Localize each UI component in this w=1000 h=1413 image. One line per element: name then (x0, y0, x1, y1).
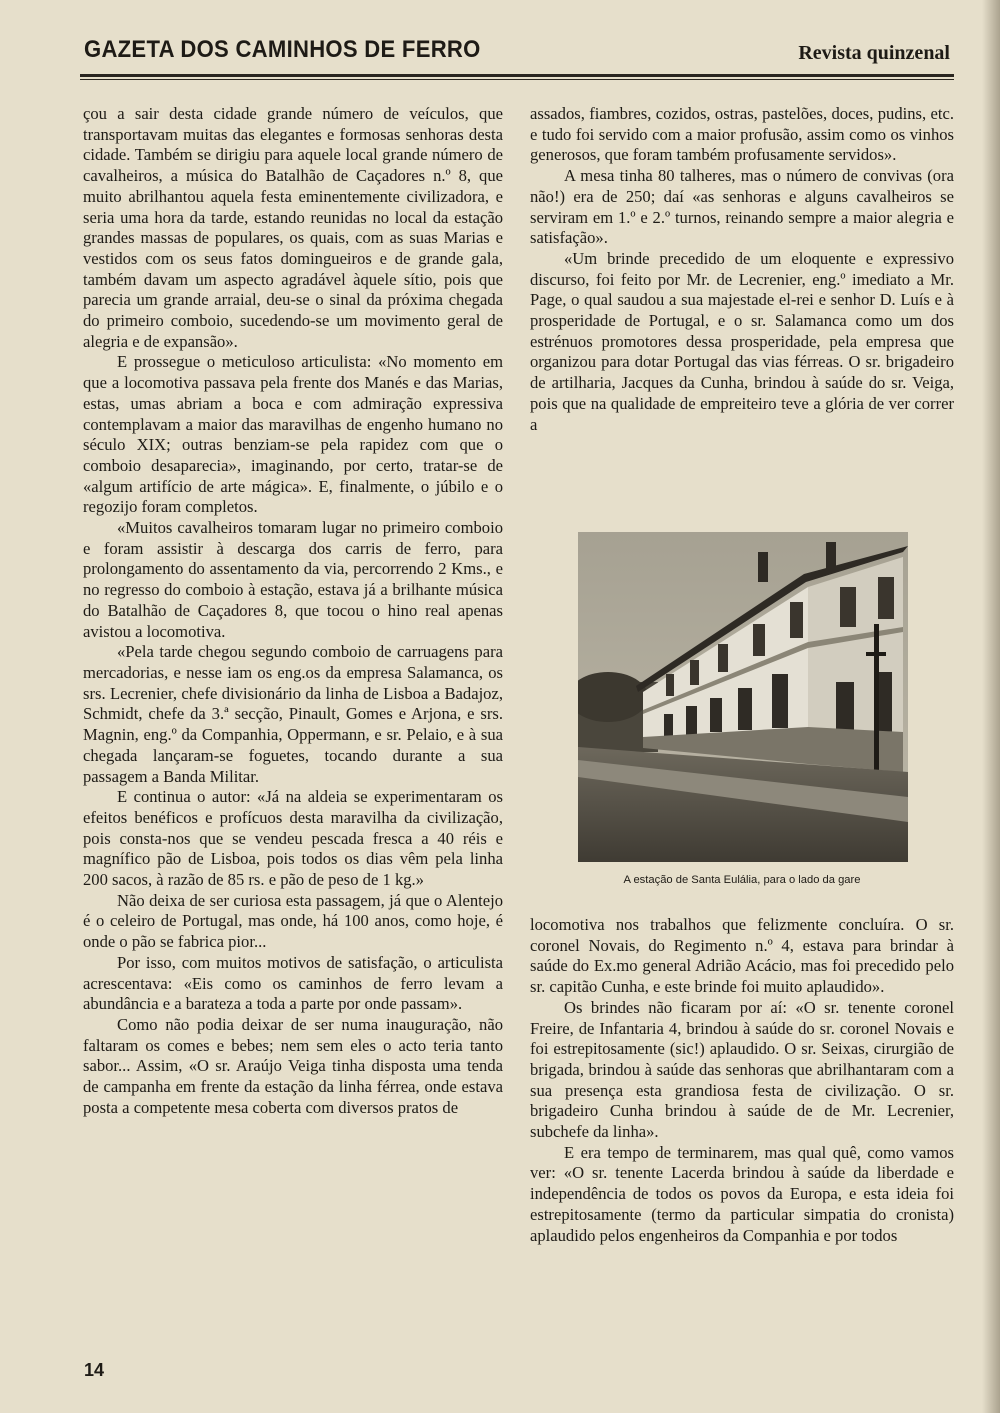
paragraph: assados, fiambres, cozidos, ostras, pastelões, doces, pudins, etc. e tudo foi servido com a maior profusão, assim como os vinhos generosos, que foram também profusamente servidos». (530, 104, 954, 165)
paragraph: «Pela tarde chegou segundo comboio de carruagens para mercadorias, e nesse iam os eng.os da empresa Salamanca, os srs. Lecrenier, chefe divisionário da linha de Lisboa a Badajoz, Schmidt, chefe da 3.ª secção, Pinault, Gomes e Arjona, e srs. Magnin, eng.º da Companhia, Oppermann, e sr. Pelaio, e à sua chegada lançaram-se foguetes, tocando durante a sua passagem a Banda Militar. (83, 642, 503, 786)
station-photo (578, 532, 908, 862)
magazine-title: GAZETA DOS CAMINHOS DE FERRO (84, 36, 481, 63)
paragraph: çou a sair desta cidade grande número de veículos, que transportavam muitas das elegantes e formosas senhoras desta cidade. Também se dirigiu para aquele local grande número de cavalheiros, a música do Batalhão de Caçadores n.º 8, que muito abrilhantou aquela festa eminentemente civilizadora, e seria uma hora da tarde, estando reunidas no local da estação grandes massas de populares, os quais, com as suas Marias e vestidos com os seus fatos domingueiros e de grande gala, também davam um aspecto agradável àquele sítio, pois que parecia um grande arraial, deu-se o sinal da próxima chegada do primeiro comboio, sucedendo-se um movimento geral de alegria e de expansão». (83, 104, 503, 351)
header-rule-thin (80, 79, 954, 80)
left-column (83, 104, 503, 1118)
paragraph: E prossegue o meticuloso articulista: «No momento em que a locomotiva passava pela frente dos Manés e das Marias, estas, umas abriam a boca e com admiração expressiva contemplavam a maior das maravilhas de engenho humano no século XIX; outras benziam-se pela rapidez com que o comboio desaparecia», imaginando, por certo, tratar-se de «algum artifício de arte mágica». E, finalmente, o júbilo e o regozijo foram completos. (83, 352, 503, 517)
page-number: 14 (84, 1360, 105, 1380)
paragraph: locomotiva nos trabalhos que felizmente concluíra. O sr. coronel Novais, do Regimento n.º 4, estava para brindar à saúde do Ex.mo general Adrião Acácio, mas foi precedido pelo sr. capitão Cunha, e este brinde foi muito aplaudido». (530, 915, 954, 997)
paragraph: A mesa tinha 80 talheres, mas o número de convivas (ora não!) era de 250; daí «as senhoras e alguns cavalheiros se serviram em 1.º e 2.º turnos, reinando sempre a maior alegria e satisfação». (530, 166, 954, 248)
paragraph: «Muitos cavalheiros tomaram lugar no primeiro comboio e foram assistir à descarga dos carris de ferro, para prolongamento do assentamento da via, percorrendo 2 Kms., e no regresso do comboio à estação, estava já a brilhante música do Batalhão de Caçadores 8, que tocou o hino real apenas avistou a locomotiva. (83, 518, 503, 641)
magazine-subtitle: Revista quinzenal (798, 42, 950, 64)
header-rule (80, 74, 954, 77)
paragraph: Por isso, com muitos motivos de satisfação, o articulista acrescentava: «Eis como os caminhos de ferro levam a abundância e a barateza a toda a parte por onde passam». (83, 952, 503, 1014)
paragraph: E continua o autor: «Já na aldeia se experimentaram os efeitos benéficos e profícuos desta maravilha da civilização, pois consta-nos que se vendeu pescada fresca a 40 réis e magnífico pão de Lisboa, pois todos os dias vêm pela linha 200 sacos, à razão de 85 rs. e pão de peso de 1 kg.» (83, 787, 503, 890)
paragraph: Não deixa de ser curiosa esta passagem, já que o Alentejo é o celeiro de Portugal, mas onde, há 100 anos, como hoje, é onde o pão se fabrica pior... (83, 890, 503, 952)
paragraph: Os brindes não ficaram por aí: «O sr. tenente coronel Freire, de Infantaria 4, brindou à saúde do sr. coronel Novais e foi estrepitosamente (sic!) aplaudido. O sr. Seixas, cirurgião de brigada, brindou à saúde das senhoras que abrilhantaram com a sua presença esta grandiosa festa de civilização. O sr. brigadeiro Cunha brindou à saúde de de Mr. Lecrenier, subchefe da linha». (530, 997, 954, 1142)
right-column-bottom (530, 915, 954, 1246)
paragraph: Como não podia deixar de ser numa inauguração, não faltaram os comes e bebes; nem sem eles o acto teria tanto sabor... Assim, «O sr. Araújo Veiga tinha disposta uma tenda de campanha em frente da estação da linha férrea, onde estava posta a competente mesa coberta com diversos pratos de (83, 1014, 503, 1117)
page-gutter-shadow (982, 0, 1000, 1413)
right-column-top (530, 104, 954, 435)
paragraph: E era tempo de terminarem, mas qual quê, como vamos ver: «O sr. tenente Lacerda brindou à saúde da liberdade e independência de todos os povos da Europa, e esta ideia foi estrepitosamente (termo da particular simpatia do cronista) aplaudido pelos engenheiros da Companhia e por todos (530, 1142, 954, 1245)
photo-caption: A estação de Santa Eulália, para o lado da gare (623, 874, 861, 886)
station-building-illustration (578, 532, 908, 862)
paragraph: «Um brinde precedido de um eloquente e expressivo discurso, foi feito por Mr. de Lecrenier, eng.º imediato a Mr. Page, o qual saudou a sua majestade el-rei e senhor D. Luís e à prosperidade de Portugal, e o sr. Salamanca como um dos estrénuos promotores dessa prosperidade, pela empresa que organizou para dotar Portugal das vias férreas. O sr. brigadeiro de artilharia, Jacques da Cunha, brindou à saúde do sr. Veiga, pois que na qualidade de empreiteiro teve a glória de ver correr a (530, 248, 954, 434)
